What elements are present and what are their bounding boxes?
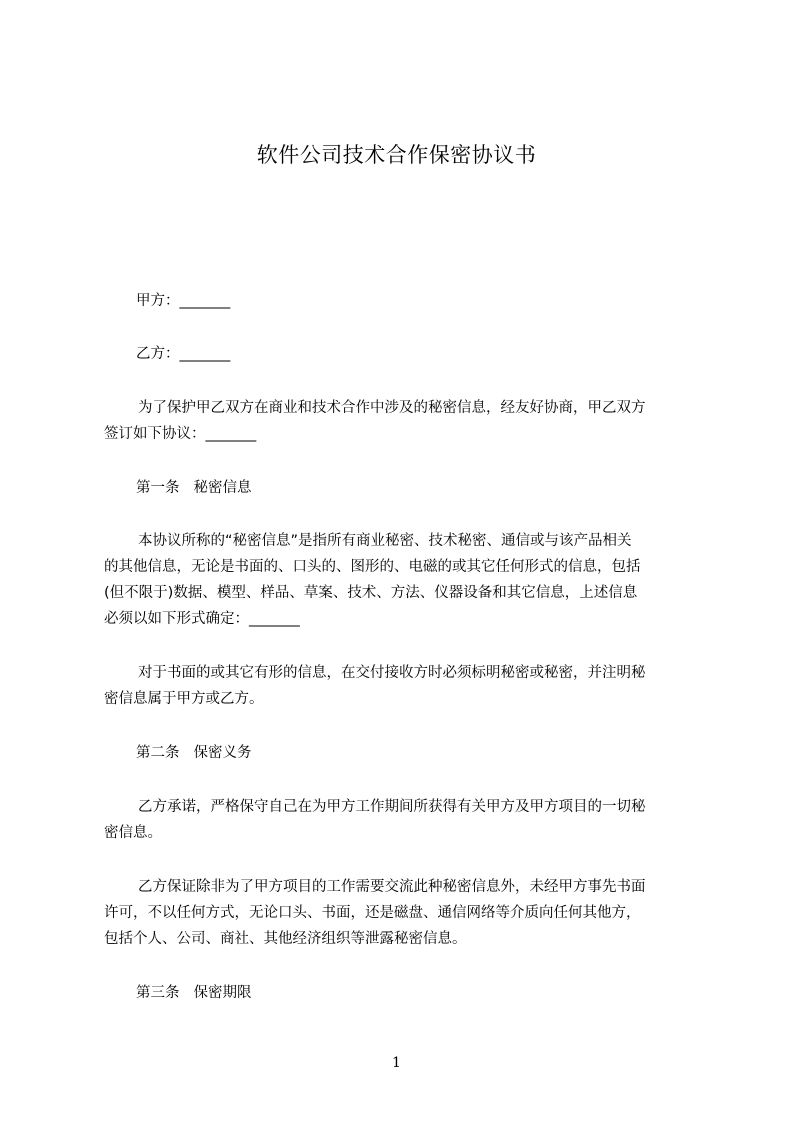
- article-2-p1-line-2: 密信息。: [104, 825, 162, 841]
- party-a-line: 甲方：_______: [136, 293, 231, 309]
- document-title: 软件公司技术合作保密协议书: [256, 143, 537, 167]
- article-1-heading: [136, 475, 736, 501]
- article-3-number: 第三条: [136, 985, 180, 1001]
- article-1-paragraph-2: [104, 660, 704, 712]
- article-1-paragraph-1: [104, 528, 704, 632]
- article-1-p1-line-4: 必须以如下形式确定：_______: [104, 611, 300, 627]
- article-1-p1-line-1: 本协议所称的“秘密信息”是指所有商业秘密、技术秘密、通信或与该产品相关: [138, 533, 632, 549]
- party-b-line: 乙方：_______: [136, 346, 231, 362]
- article-3-title: 保密期限: [193, 985, 252, 1001]
- intro-line-1: 为了保护甲乙双方在商业和技术合作中涉及的秘密信息，经友好协商，甲乙双方: [138, 400, 646, 416]
- article-3-heading: [136, 980, 736, 1006]
- article-1-p1-line-2: 的其他信息，无论是书面的、口头的、图形的、电磁的或其它任何形式的信息，包括: [104, 559, 641, 575]
- intro-line-2: 签订如下协议：_______: [104, 426, 257, 442]
- article-1-p2-line-1: 对于书面的或其它有形的信息，在交付接收方时必须标明秘密或秘密，并注明秘: [138, 665, 646, 681]
- article-1-title: 秘密信息: [193, 480, 252, 496]
- article-1-p2-line-2: 密信息属于甲方或乙方。: [104, 691, 264, 707]
- article-2-p2-line-2: 许可，不以任何方式，无论口头、书面，还是磁盘、通信网络等介质向任何其他方，: [104, 905, 641, 921]
- article-1-p1-line-3: (但不限于)数据、模型、样品、草案、技术、方法、仪器设备和其它信息，上述信息: [104, 585, 638, 601]
- article-2-heading: [136, 740, 736, 766]
- article-1-number: 第一条: [136, 480, 180, 496]
- article-2-number: 第二条: [136, 745, 180, 761]
- article-2-paragraph-2: [104, 874, 704, 952]
- article-2-title: 保密义务: [193, 745, 252, 761]
- article-2-p2-line-3: 包括个人、公司、商社、其他经济组织等泄露秘密信息。: [104, 931, 467, 947]
- article-2-p1-line-1: 乙方承诺，严格保守自己在为甲方工作期间所获得有关甲方及甲方项目的一切秘: [138, 799, 646, 815]
- article-2-paragraph-1: [104, 794, 704, 846]
- article-2-p2-line-1: 乙方保证除非为了甲方项目的工作需要交流此种秘密信息外，未经甲方事先书面: [138, 879, 646, 895]
- page-number: 1: [392, 1055, 401, 1071]
- intro-paragraph: [104, 395, 704, 447]
